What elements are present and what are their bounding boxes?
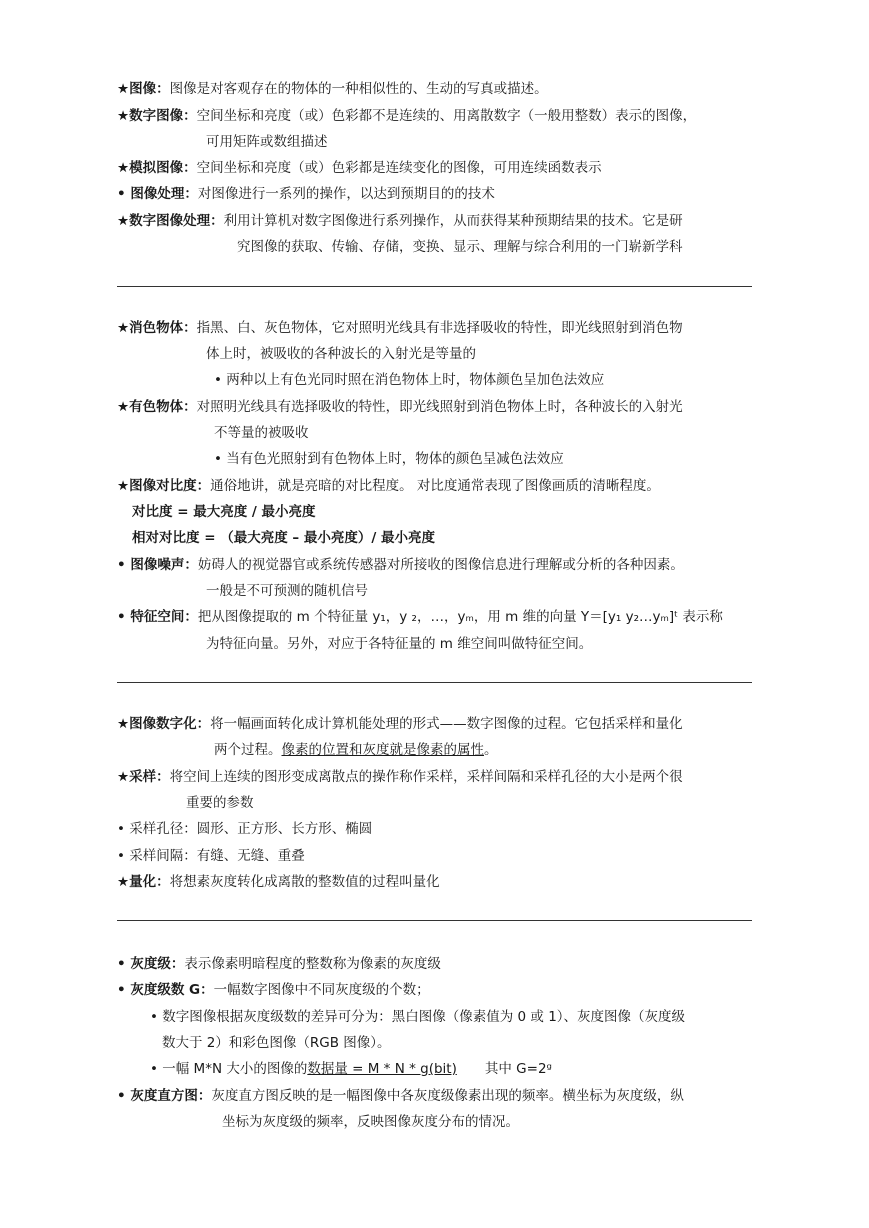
def-digitization-cont [214, 741, 498, 759]
def-text: 两个过程。 [214, 742, 282, 758]
def-digital-image-cont: 可用矩阵或数组描述 [206, 134, 328, 150]
data-size-bullet [150, 1060, 552, 1078]
def-sampling [117, 768, 683, 786]
def-text: 指黑、白、灰色物体，它对照明光线具有非选择吸收的特性，即光线照射到消色物 [196, 320, 683, 336]
def-gray-level [117, 955, 441, 973]
def-histogram [117, 1087, 684, 1105]
term-feature-space: • 特征空间： [117, 609, 198, 625]
def-text: 表示像素明暗程度的整数称为像素的灰度级 [184, 956, 441, 972]
term-digital-image: ★数字图像： [117, 108, 197, 124]
term-image: ★图像： [117, 81, 170, 97]
def-image-processing [117, 185, 495, 203]
def-chromatic-cont: 不等量的被吸收 [214, 425, 309, 441]
def-text: 将一幅画面转化成计算机能处理的形式——数字图像的过程。它包括采样和量化 [210, 716, 683, 732]
def-achromatic-cont: 体上时，被吸收的各种波长的入射光是等量的 [206, 346, 476, 362]
def-text: • 一幅 M*N 大小的图像的 [150, 1061, 308, 1077]
achromatic-sub-bullet: • 两种以上有色光同时照在消色物体上时，物体颜色呈加色法效应 [214, 372, 605, 388]
term-digitization: ★图像数字化： [117, 716, 211, 732]
section-divider [117, 286, 752, 287]
def-sampling-cont: 重要的参数 [186, 795, 254, 811]
def-quantization [117, 873, 440, 891]
def-text: 将空间上连续的图形变成离散点的操作称作采样，采样间隔和采样孔径的大小是两个很 [169, 769, 683, 785]
section-divider [117, 682, 752, 683]
image-types-bullet: • 数字图像根据灰度级数的差异可分为：黑白图像（像素值为 0 或 1）、灰度图像（灰度级 [150, 1009, 686, 1025]
term-noise: • 图像噪声： [117, 557, 198, 573]
def-contrast [117, 477, 660, 495]
def-feature-space-cont: 为特征向量。另外，对应于各特征量的 m 维空间叫做特征空间。 [206, 636, 593, 652]
def-text: 对图像进行一系列的操作，以达到预期目的的技术 [197, 186, 495, 202]
def-text: 妨碍人的视觉器官或系统传感器对所接收的图像信息进行理解或分析的各种因素。 [197, 557, 684, 573]
def-feature-space [117, 608, 723, 626]
def-chromatic [117, 398, 683, 416]
term-gray-level: • 灰度级： [117, 956, 185, 972]
term-histogram: • 灰度直方图： [117, 1088, 212, 1104]
term-sampling: ★采样： [117, 769, 170, 785]
def-text: 一幅数字图像中不同灰度级的个数； [213, 982, 430, 998]
def-text: 其中 G=2ᵍ [484, 1061, 552, 1077]
term-image-processing: • 图像处理： [117, 186, 198, 202]
term-contrast: ★图像对比度： [117, 478, 211, 494]
def-dip-cont: 究图像的获取、传输、存储，变换、显示、理解与综合利用的一门崭新学科 [237, 239, 683, 255]
def-text: 灰度直方图反映的是一幅图像中各灰度级像素出现的频率。横坐标为灰度级，纵 [211, 1088, 684, 1104]
sampling-aperture: • 采样孔径：圆形、正方形、长方形、椭圆 [117, 821, 373, 837]
def-text: 对照明光线具有选择吸收的特性，即光线照射到消色物体上时，各种波长的入射光 [196, 399, 683, 415]
def-text: 。 [484, 742, 498, 758]
relative-contrast-formula: 相对对比度 = （最大亮度 – 最小亮度）/ 最小亮度 [132, 530, 435, 546]
term-gray-level-count: • 灰度级数 G： [117, 982, 214, 998]
def-text: 空间坐标和亮度（或）色彩都不是连续的、用离散数字（一般用整数）表示的图像， [196, 108, 697, 124]
def-digital-image [117, 107, 696, 125]
def-image [117, 80, 548, 98]
def-gray-level-count [117, 981, 430, 999]
term-achromatic: ★消色物体： [117, 320, 197, 336]
def-text: 将想素灰度转化成离散的整数值的过程叫量化 [169, 874, 440, 890]
contrast-formula: 对比度 = 最大亮度 / 最小亮度 [132, 504, 316, 520]
def-text: 利用计算机对数字图像进行系列操作，从而获得某种预期结果的技术。它是研 [223, 213, 683, 229]
def-histogram-cont: 坐标为灰度级的频率，反映图像灰度分布的情况。 [222, 1114, 519, 1130]
def-dip [117, 212, 683, 230]
def-text: 空间坐标和亮度（或）色彩都是连续变化的图像，可用连续函数表示 [196, 160, 602, 176]
def-digitization [117, 715, 683, 733]
sampling-interval: • 采样间隔：有缝、无缝、重叠 [117, 848, 305, 864]
term-dip: ★数字图像处理： [117, 213, 224, 229]
def-analog-image [117, 159, 602, 177]
underlined-text: 像素的位置和灰度就是像素的属性 [281, 742, 484, 758]
def-text: 图像是对客观存在的物体的一种相似性的、生动的写真或描述。 [169, 81, 548, 97]
def-text: 把从图像提取的 m 个特征量 y₁，y ₂，…，yₘ，用 m 维的向量 Y＝[y₁ y₂…yₘ]ᵗ 表示称 [197, 609, 723, 625]
def-noise-cont: 一般是不可预测的随机信号 [206, 583, 368, 599]
term-analog-image: ★模拟图像： [117, 160, 197, 176]
def-noise [117, 556, 684, 574]
section-divider [117, 920, 752, 921]
term-chromatic: ★有色物体： [117, 399, 197, 415]
def-text: 通俗地讲，就是亮暗的对比程度。 对比度通常表现了图像画质的清晰程度。 [210, 478, 660, 494]
term-quantization: ★量化： [117, 874, 170, 890]
def-achromatic [117, 319, 683, 337]
chromatic-sub-bullet: • 当有色光照射到有色物体上时，物体的颜色呈减色法效应 [214, 451, 564, 467]
image-types-bullet-cont: 数大于 2）和彩色图像（RGB 图像）。 [162, 1035, 391, 1051]
data-size-formula: 数据量 = M * N * g(bit) [307, 1061, 457, 1077]
